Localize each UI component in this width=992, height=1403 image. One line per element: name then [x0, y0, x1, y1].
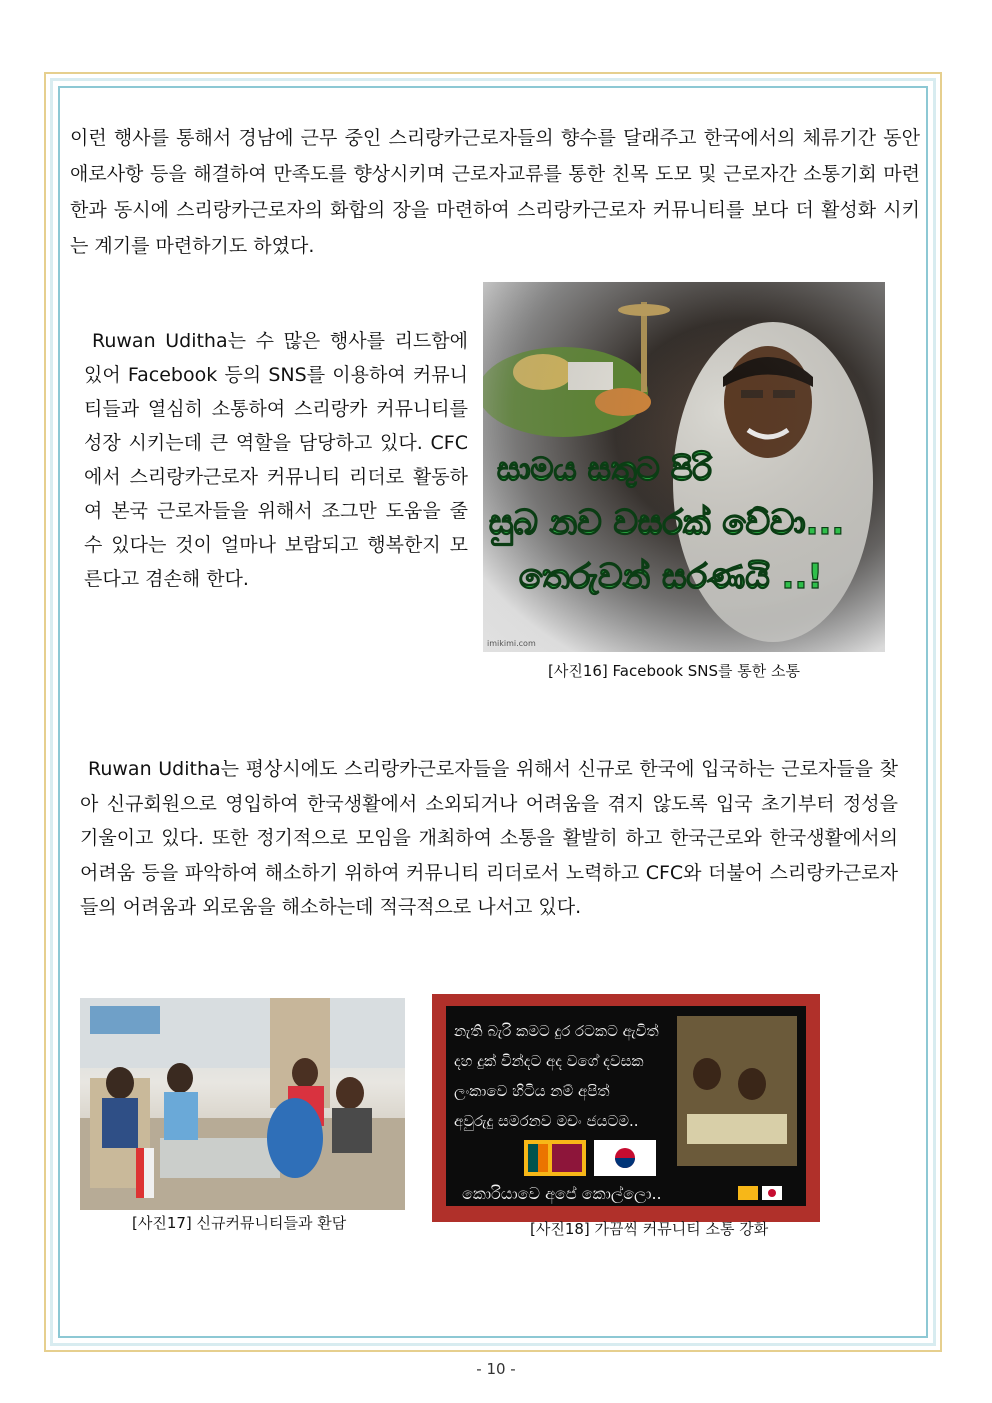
caption-photo18: [사진18] 가끔씩 커뮤니티 소통 강화 — [530, 1220, 769, 1238]
sri-lanka-flag-icon — [524, 1140, 586, 1176]
greeting-line-2: සුබ නව වසරක් වේවා... — [489, 503, 845, 543]
greeting-illustration — [483, 282, 885, 652]
photo-community-meeting — [80, 998, 405, 1210]
page-number: - 10 - — [476, 1360, 516, 1378]
poster-footer: කොරියාවෙ අපේ කොල්ලො.. — [462, 1184, 662, 1203]
photo-facebook-greeting — [483, 282, 885, 652]
poster-illustration — [432, 994, 820, 1222]
paragraph-ruwan-sns: Ruwan Uditha는 수 많은 행사를 리드함에 있어 Facebook 등의 SNS를 이용하여 커뮤니티들과 열심히 소통하여 스리랑카 커뮤니티를 성장 시키는데 큰 역할을 담당하고 있다. CFC에서 스리랑카근로자 커뮤니티 리더로 활동하여 본국 근로자들을 위해서 조그만 도움을 줄 수 있다는 것이 얼마나 보람되고 행복한지 모른다고 겸손해 한다. — [84, 330, 468, 590]
poster-line-2: දහ දුක් වින්දට අද වගේ දවසක — [454, 1052, 644, 1070]
paragraph-ruwan-support: Ruwan Uditha는 평상시에도 스리랑카근로자들을 위해서 신규로 한국에 입국하는 근로자들을 찾아 신규회원으로 영입하여 한국생활에서 소외되거나 어려움을 겪지 않도록 입국 초기부터 정성을 기울이고 있다. 또한 정기적으로 모임을 개최하여 소통을 활발히 하고 한국근로와 한국생활에서의 어려움 등을 파악하여 해소하기 위하여 커뮤니티 리더로서 노력하고 CFC와 더불어 스리랑카근로자들의 어려움과 외로움을 해소하는데 적극적으로 나서고 있다. — [80, 758, 898, 918]
photo-community-poster — [432, 994, 820, 1222]
poster-line-1: නැති බැරි කමට දුර රටකට ඇවිත් — [454, 1022, 659, 1040]
caption-photo16: [사진16] Facebook SNS를 통한 소통 — [548, 662, 801, 680]
poster-line-4: අවුරුදු සමරනව මචං ජයටම.. — [454, 1112, 639, 1130]
watermark-text: imikimi.com — [487, 639, 536, 648]
greeting-line-3: තෙරුවන් සරණයි ..! — [519, 557, 823, 597]
meeting-illustration — [80, 998, 405, 1210]
korea-flag-icon — [594, 1140, 656, 1176]
paragraph-intro: 이런 행사를 통해서 경남에 근무 중인 스리랑카근로자들의 향수를 달래주고 한국에서의 체류기간 동안 애로사항 등을 해결하여 만족도를 향상시키며 근로자교류를 통한 친목 도모 및 근로자간 소통기회 마련한과 동시에 스리랑카근로자의 화합의 장을 마련하여 스리랑카근로자 커뮤니티를 보다 더 활성화 시키는 계기를 마련하기도 하였다. — [70, 127, 920, 257]
caption-photo17: [사진17] 신규커뮤니티들과 환담 — [132, 1214, 347, 1232]
poster-line-3: ලංකාවෙ හිටිය නම් අපිත් — [454, 1082, 610, 1100]
greeting-line-1: සාමය සතුට පිරි — [497, 450, 712, 488]
